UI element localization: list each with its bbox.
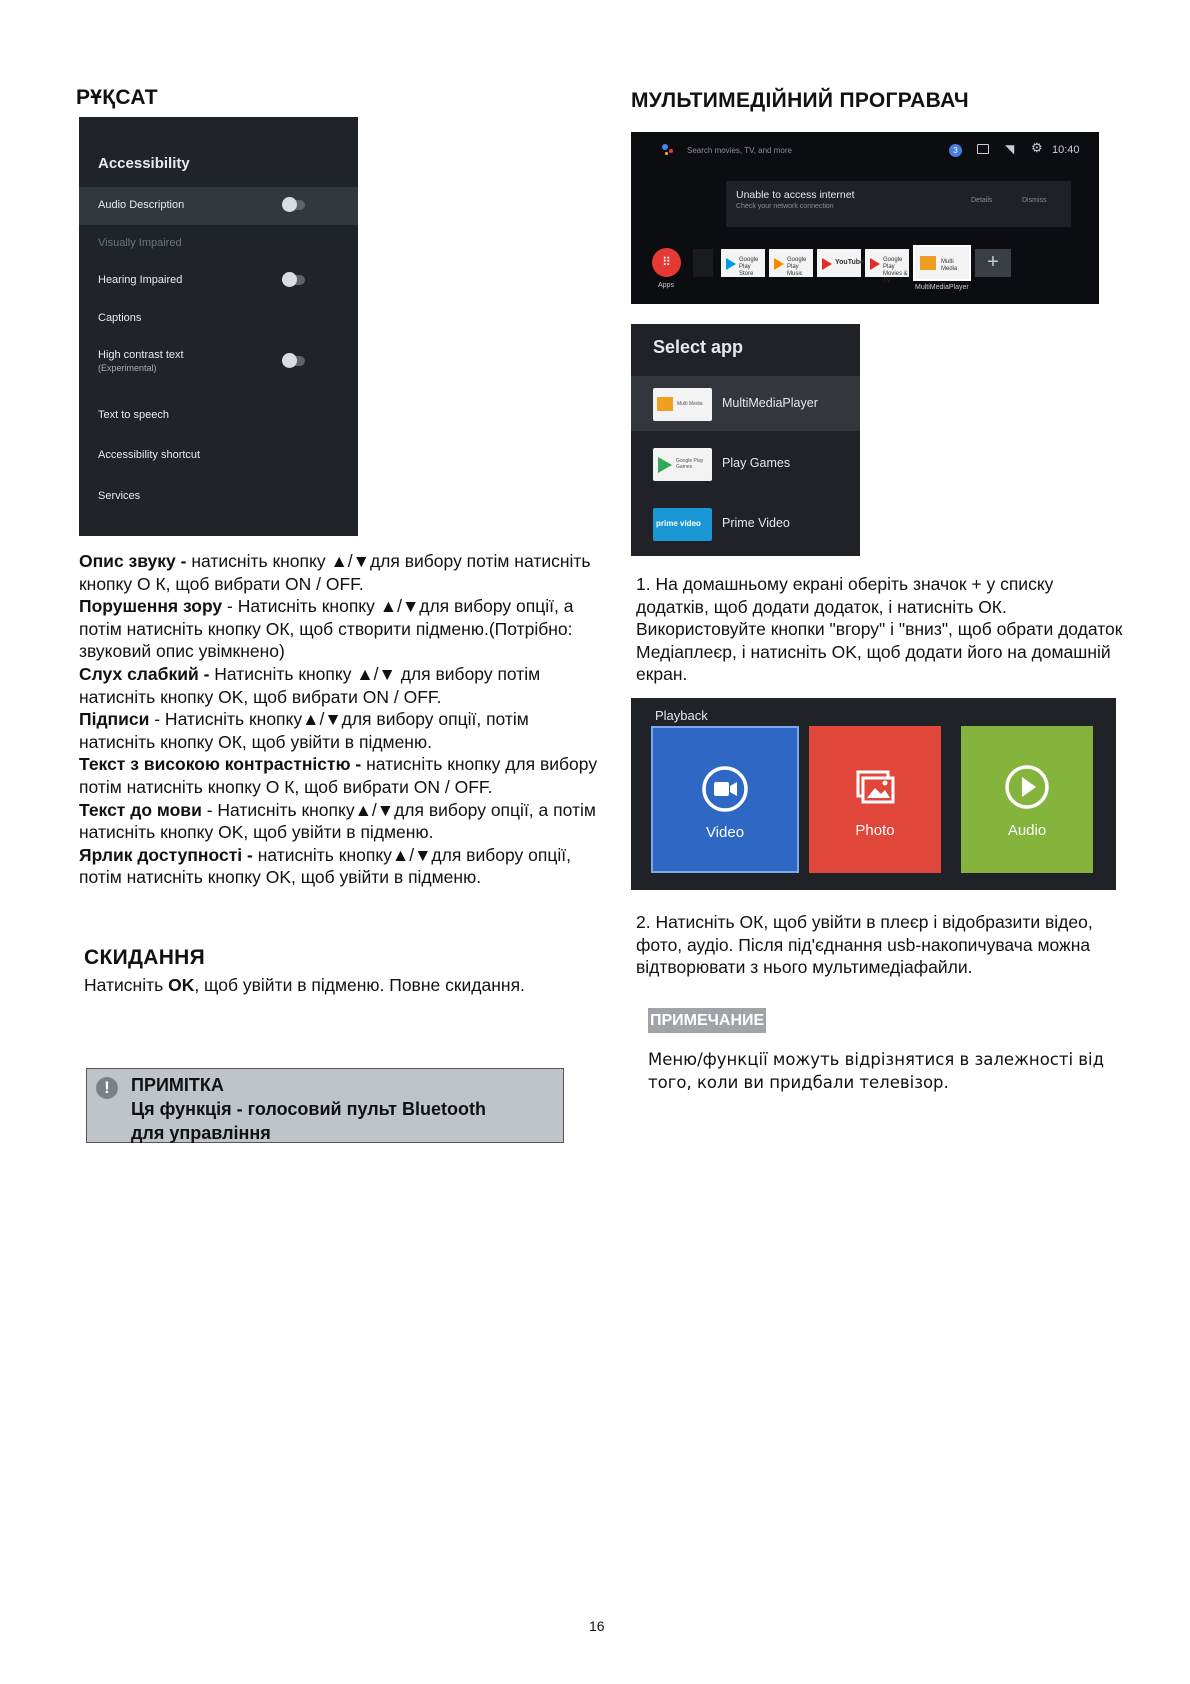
menu-item-text-to-speech[interactable]	[79, 397, 358, 435]
toggle-switch[interactable]	[283, 200, 305, 210]
banner-title: Unable to access internet	[736, 189, 855, 201]
app-tile-play-movies[interactable]	[865, 249, 909, 284]
term: Підписи	[79, 709, 150, 730]
reset-text	[84, 974, 604, 997]
term: Слух слабкий -	[79, 663, 210, 684]
note-content	[131, 1073, 486, 1145]
menu-item-label: Accessibility shortcut	[98, 449, 201, 461]
icon-text: prime video	[656, 519, 701, 528]
section-heading-accessibility: РҰҚСАТ	[76, 86, 158, 109]
wifi-icon[interactable]: ◥	[1005, 142, 1015, 156]
assistant-icon[interactable]	[662, 144, 668, 150]
accessibility-screenshot	[79, 117, 358, 536]
menu-item-high-contrast[interactable]	[79, 337, 358, 387]
note-line: Ця функція - голосовий пульт Bluetooth	[131, 1099, 486, 1119]
section-heading-reset: СКИДАННЯ	[84, 946, 206, 969]
term: Ярлик доступності -	[79, 844, 253, 865]
menu-item-accessibility-shortcut[interactable]	[79, 437, 358, 475]
app-tile-play-store[interactable]	[721, 249, 765, 277]
app-row-prime-video[interactable]	[631, 496, 860, 551]
menu-item-visually-impaired[interactable]	[79, 225, 358, 263]
paragraph	[79, 799, 599, 844]
assistant-dot-icon	[665, 152, 668, 155]
menu-item-services[interactable]	[79, 478, 358, 516]
play-audio-icon	[1002, 762, 1052, 812]
banner-details-button[interactable]: Details	[971, 197, 993, 204]
paragraph	[79, 550, 599, 595]
term-text: - Натисніть кнопку▲/▼для вибору опції, а потім натисніть кнопку OK, щоб увійти в підменю.	[79, 799, 596, 843]
play-games-app-icon	[653, 448, 712, 481]
app-row-multimediaplayer[interactable]	[631, 376, 860, 431]
tv-home-screenshot	[631, 132, 1099, 304]
paragraph	[79, 708, 599, 753]
app-tile-placeholder[interactable]	[693, 249, 713, 277]
term-text: натисніть кнопку для вибору потім натисніть кнопку О К, щоб вибрати ON / OFF.	[79, 754, 598, 797]
app-name: Prime Video	[722, 516, 790, 530]
play-movies-icon	[870, 258, 880, 270]
term: Порушення зору	[79, 596, 223, 617]
app-row-play-games[interactable]	[631, 436, 860, 491]
menu-item-label: Hearing Impaired	[98, 274, 183, 286]
menu-item-label: Text to speech	[98, 409, 169, 421]
reset-ok: OK	[168, 975, 195, 995]
menu-item-label: Audio Description	[98, 199, 185, 211]
step-1-text: 1. На домашньому екрані оберіть значок + у списку додатків, щоб додати додаток, і натисніть ОК. Використовуйте кнопки "вгору" і "вниз", щоб обрати додаток Медіаплеєр, і натисніть OK, щоб додати його на домашній екран.	[636, 574, 1123, 685]
menu-item-label: Services	[98, 490, 141, 502]
photo-icon	[850, 762, 900, 812]
term-text: Натисніть кнопку ▲/▼ для вибору потім натисніть кнопку OK, щоб вибрати ON / OFF.	[79, 663, 541, 707]
paragraph	[79, 663, 599, 708]
select-app-title: Select app	[653, 337, 744, 357]
menu-item-label: High contrast text	[98, 349, 184, 361]
tile-label: Google Play Movies & TV	[883, 257, 908, 284]
term-text: натисніть кнопку▲/▼для вибору опції, потім натисніть кнопку OK, щоб увійти в підменю.	[79, 844, 572, 888]
gear-icon[interactable]: ⚙	[1031, 140, 1043, 155]
menu-item-label: Captions	[98, 312, 142, 324]
menu-item-captions[interactable]	[79, 300, 358, 338]
term: Текст з високою контрастністю -	[79, 754, 362, 775]
accessibility-description	[79, 550, 599, 889]
notification-badge[interactable]: 3	[949, 144, 962, 157]
tile-label: Multi Media	[941, 259, 958, 272]
menu-item-label: Visually Impaired	[98, 237, 182, 249]
app-tile-play-music[interactable]	[769, 249, 813, 277]
selected-app-label: MultiMediaPlayer	[915, 284, 969, 291]
playback-title: Playback	[655, 708, 708, 723]
term-text: - Натисніть кнопку▲/▼для вибору опції, потім натисніть кнопку ОК, щоб увійти в підменю.	[79, 709, 529, 752]
section-heading-multimedia: МУЛЬТИМЕДІЙНИЙ ПРОГРАВАЧ	[631, 89, 969, 112]
playback-screenshot	[631, 698, 1116, 890]
app-name: MultiMediaPlayer	[722, 396, 818, 410]
icon-text: Google Play Games	[676, 458, 704, 470]
folder-icon	[657, 397, 673, 411]
video-label: Video	[705, 824, 745, 841]
add-app-button[interactable]: +	[975, 249, 1011, 277]
video-camera-icon	[700, 764, 750, 814]
reset-text-part: Натисніть	[84, 975, 169, 995]
photo-card[interactable]	[809, 726, 941, 873]
youtube-icon	[822, 258, 832, 270]
apps-label: Apps	[658, 282, 674, 289]
toggle-switch[interactable]	[283, 356, 305, 366]
page-number: 16	[589, 1618, 605, 1634]
apps-grid-icon[interactable]: ⠿	[652, 248, 681, 277]
clock: 10:40	[1052, 144, 1080, 156]
icon-text: Multi Media	[677, 401, 703, 407]
search-bar[interactable]: Search movies, TV, and more	[687, 146, 792, 155]
tile-label: Google Play Music	[787, 257, 807, 277]
paragraph	[79, 844, 599, 889]
folder-icon	[920, 256, 936, 270]
app-tile-youtube[interactable]	[817, 249, 864, 277]
video-card[interactable]	[651, 726, 799, 873]
menu-item-sublabel: (Experimental)	[98, 363, 157, 373]
menu-item-audio-description[interactable]	[79, 187, 358, 225]
audio-card[interactable]	[961, 726, 1093, 873]
note-box	[86, 1068, 564, 1143]
menu-item-hearing-impaired[interactable]	[79, 262, 358, 300]
select-app-screenshot	[631, 324, 860, 556]
prime-video-app-icon	[653, 508, 712, 541]
play-music-icon	[774, 258, 784, 270]
app-tile-multimedia[interactable]	[913, 245, 971, 281]
banner-subtitle: Check your network connection	[736, 203, 834, 210]
tile-label: YouTube	[835, 259, 864, 266]
term-text: - Натисніть кнопку ▲/▼для вибору опції, а потім натисніть кнопку ОК, щоб створити підменю.(Потрібно: звуковий опис увімкнено)	[79, 596, 574, 662]
term-text: натисніть кнопку ▲/▼для вибору потім натисніть кнопку О К, щоб вибрати ON / OFF.	[79, 551, 591, 594]
term: Текст до мови	[79, 799, 202, 820]
exclamation-icon: !	[96, 1077, 118, 1099]
assistant-dot-icon	[669, 149, 673, 153]
note-label: ПРИМЕЧАНИЕ	[648, 1008, 766, 1033]
multimedia-app-icon	[653, 388, 712, 421]
banner-dismiss-button[interactable]: Dismiss	[1022, 197, 1047, 204]
note-text: Меню/функції можуть відрізнятися в залежності від того, коли ви придбали телевізор.	[648, 1050, 1105, 1092]
photo-label: Photo	[855, 822, 895, 839]
paragraph	[79, 753, 599, 798]
app-name: Play Games	[722, 456, 791, 470]
step-2-text: 2. Натисніть ОК, щоб увійти в плеєр і відобразити відео, фото, аудіо. Після під'єднання usb-накопичувача можна відтворювати з нього мультимедіафайли.	[636, 912, 1093, 978]
network-banner	[726, 181, 1071, 227]
audio-label: Audio	[1007, 822, 1047, 839]
note-title: ПРИМІТКА	[131, 1075, 224, 1095]
note-line: для управління	[131, 1123, 271, 1143]
paragraph	[79, 595, 599, 663]
input-icon[interactable]	[977, 144, 989, 154]
reset-text-part: , щоб увійти в підменю. Повне скидання.	[194, 975, 525, 995]
toggle-switch[interactable]	[283, 275, 305, 285]
tile-label: Google Play Store	[739, 257, 759, 277]
panel-title: Accessibility	[98, 155, 190, 172]
term: Опис звуку -	[79, 551, 187, 571]
play-games-icon	[658, 457, 672, 473]
play-store-icon	[726, 258, 736, 270]
